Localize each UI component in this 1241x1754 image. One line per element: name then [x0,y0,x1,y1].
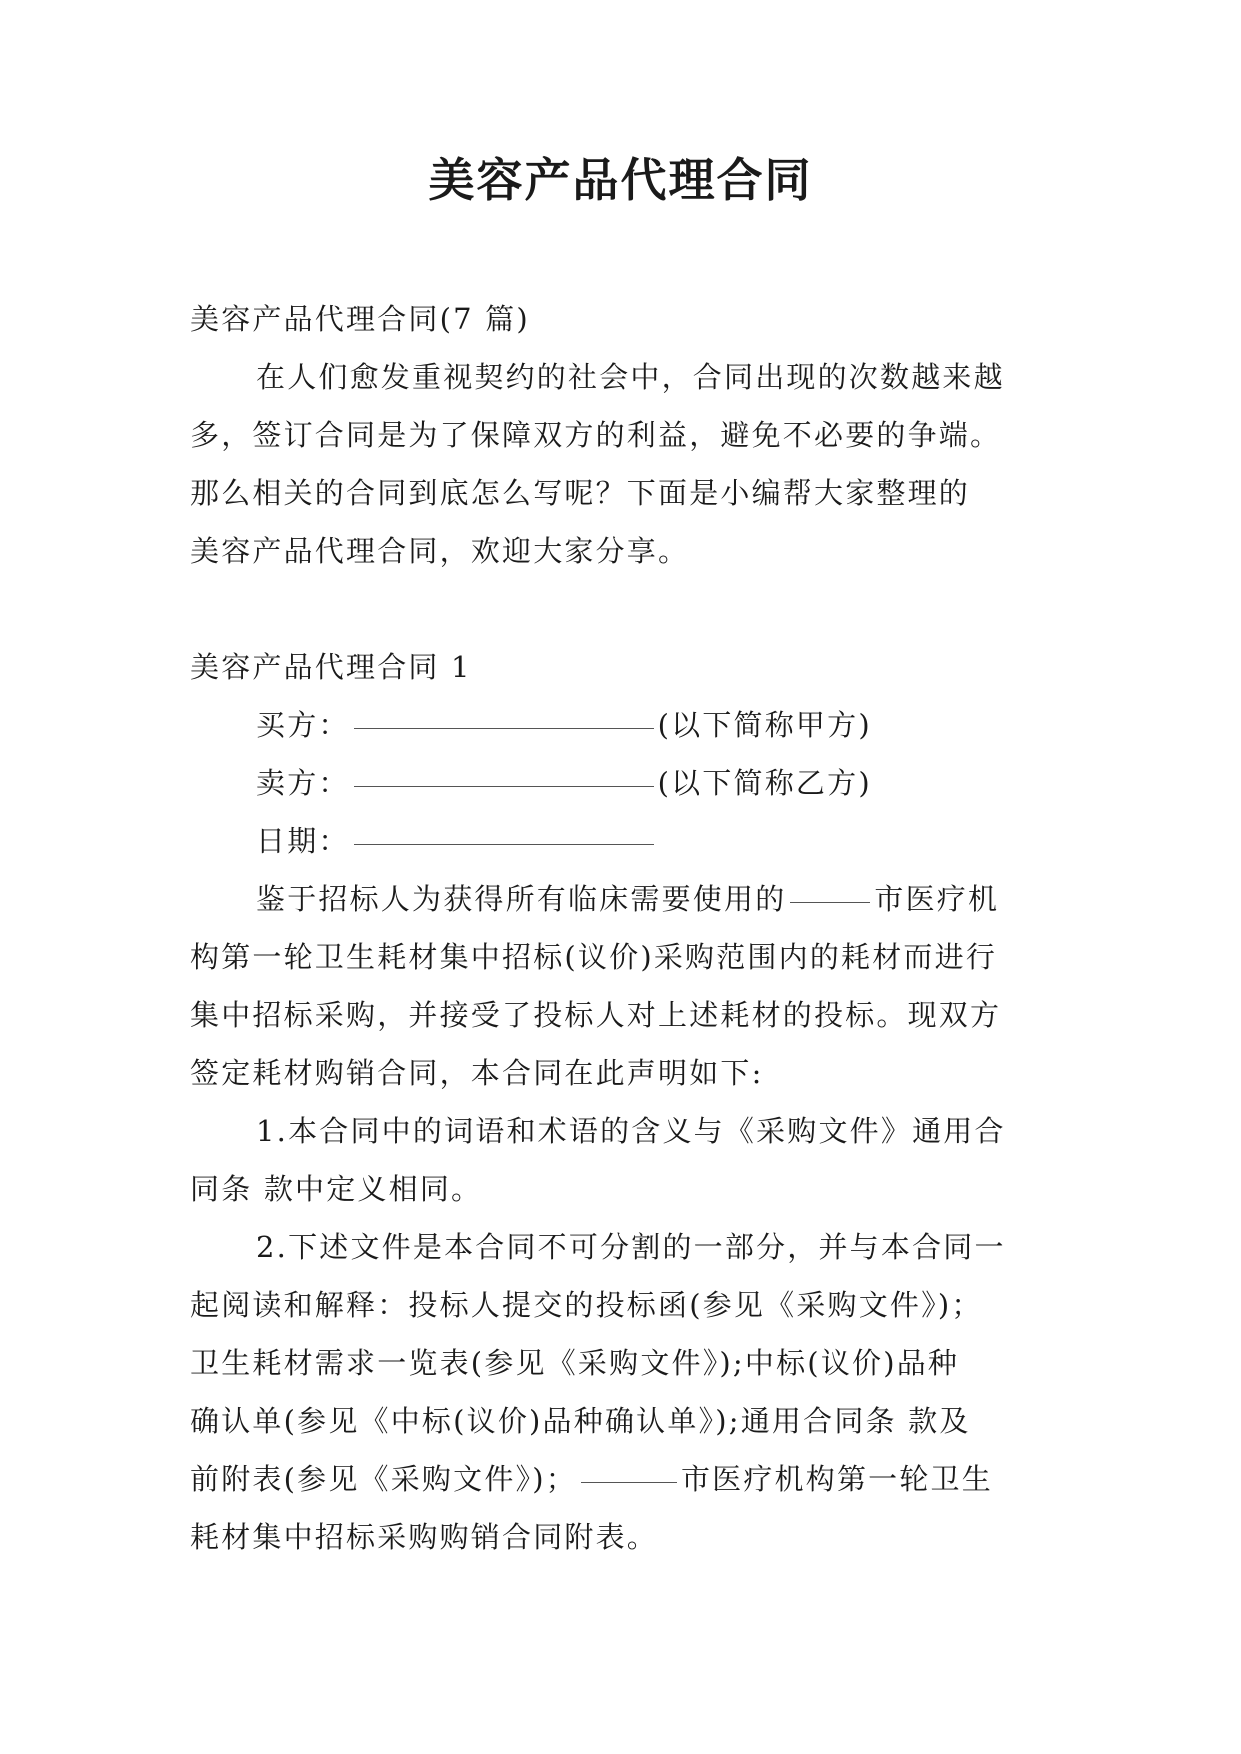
item1-line: 同条 款中定义相同。 [190,1172,483,1206]
item2-line: 耗材集中招标采购购销合同附表。 [190,1520,659,1554]
date-blank [354,808,654,845]
section-heading: 美容产品代理合同 1 [190,650,472,684]
date-label: 日期： [256,824,350,858]
date-line [190,812,1052,870]
item2-line5-end: 市医疗机构第一轮卫生 [680,1462,993,1496]
para1-line: 集中招标采购，并接受了投标人对上述耗材的投标。现双方 [190,998,1002,1032]
buyer-label: 买方： [256,708,350,742]
para1-end: 市医疗机 [874,882,1000,916]
para1-start: 鉴于招标人为获得所有临床需要使用的 [256,882,787,916]
seller-line [190,754,1052,812]
item2-line5-start: 前附表(参见《采购文件》)； [190,1462,577,1496]
item2-line: 2.下述文件是本合同不可分割的一部分，并与本合同一 [256,1230,1006,1264]
document-subtitle: 美容产品代理合同(7 篇) [190,302,530,336]
city-blank [790,866,870,903]
item2-line: 卫生耗材需求一览表(参见《采购文件》);中标(议价)品种 [190,1346,960,1380]
buyer-line [190,696,1052,754]
intro-line: 那么相关的合同到底怎么写呢？下面是小编帮大家整理的 [190,476,971,510]
buyer-suffix: (以下简称甲方) [657,708,872,742]
intro-line: 多，签订合同是为了保障双方的利益，避免不必要的争端。 [190,418,1002,452]
buyer-blank [354,692,654,729]
para1-first-line [190,870,1052,928]
seller-blank [354,750,654,787]
seller-suffix: (以下简称乙方) [657,766,872,800]
city-blank-2 [581,1446,677,1483]
intro-line: 在人们愈发重视契约的社会中，合同出现的次数越来越 [256,360,1005,394]
document-body [190,290,1052,1566]
item2-line-with-blank [190,1450,1052,1508]
item2-line: 起阅读和解释：投标人提交的投标函(参见《采购文件》)； [190,1288,983,1322]
item1-line: 1.本合同中的词语和术语的含义与《采购文件》通用合 [256,1114,1006,1148]
item2-line: 确认单(参见《中标(议价)品种确认单》);通用合同条 款及 [190,1404,971,1438]
para1-line: 签定耗材购销合同，本合同在此声明如下: [190,1056,764,1090]
document-title: 美容产品代理合同 [428,153,813,207]
paragraph-spacer [190,580,1052,638]
seller-label: 卖方： [256,766,350,800]
para1-line: 构第一轮卫生耗材集中招标(议价)采购范围内的耗材而进行 [190,940,998,974]
intro-line: 美容产品代理合同，欢迎大家分享。 [190,534,690,568]
